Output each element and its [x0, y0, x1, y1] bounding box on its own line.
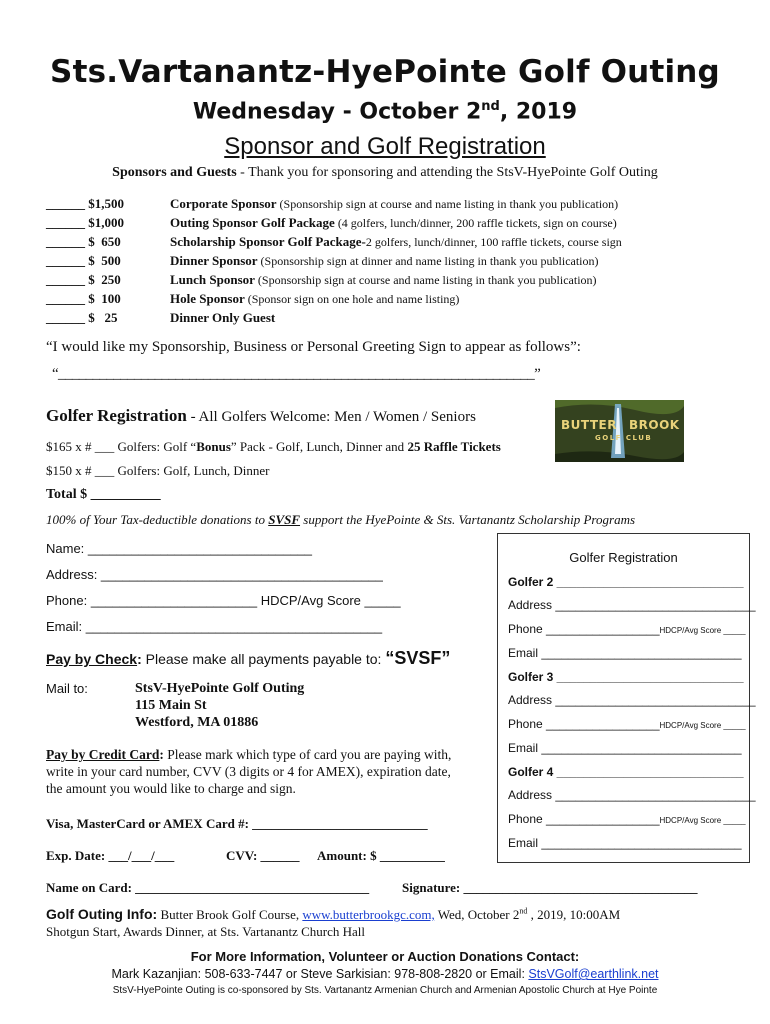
- golfer-address-field-text: Address ______________________________: [508, 693, 756, 707]
- exp-date-field[interactable]: Exp. Date: ___/___/___: [46, 848, 175, 863]
- tax-b: support the HyePointe & Sts. Vartanantz Scholarship Programs: [300, 512, 636, 527]
- mail-addr-line2: 115 Main St: [135, 698, 207, 713]
- check-colon: :: [137, 651, 142, 667]
- logo-text-3: GOLF CLUB: [595, 434, 653, 442]
- sponsor-level-name: Dinner Only Guest: [170, 310, 276, 325]
- footer-heading: For More Information, Volunteer or Auction Donations Contact:: [190, 949, 580, 964]
- golfer-registration-heading: [46, 406, 476, 426]
- tax-svsf: SVSF: [268, 512, 301, 527]
- payee-svsf: SVSF: [394, 648, 442, 668]
- sponsor-level-amount[interactable]: ______ $1,000: [46, 215, 124, 230]
- sponsor-level-description: [170, 310, 275, 326]
- date-suffix: , 2019: [499, 99, 578, 125]
- sponsor-level-detail: 2 golfers, lunch/dinner, 100 raffle tickets, course sign: [365, 235, 622, 249]
- sponsor-level-detail: (Sponsorship sign at course and name listing in thank you publication): [276, 197, 619, 211]
- name-on-card-field[interactable]: Name on Card: ____________________________________: [46, 880, 370, 895]
- sponsor-level-detail: (Sponsor sign on one hole and name listing): [244, 292, 460, 306]
- golfer-name-field-text: Golfer 2 ____________________________: [508, 575, 744, 589]
- course-website-link[interactable]: www.butterbrookgc.com,: [302, 907, 435, 922]
- golfer-email-field-text: Email ______________________________: [508, 836, 742, 850]
- golfer-address-field-text: Address ______________________________: [508, 788, 756, 802]
- golfer-hdcp-field[interactable]: HDCP/Avg Score _____: [659, 626, 746, 635]
- sponsor-level-name: Outing Sponsor Golf Package: [170, 215, 335, 230]
- cvv-field[interactable]: CVV: ______: [226, 848, 300, 863]
- opt165-a: $165 x # ___ Golfers: Golf “: [46, 439, 197, 454]
- golfer-phone-field-text: Phone _________________: [508, 812, 660, 826]
- golfer-name-field[interactable]: [508, 765, 744, 779]
- sponsors-intro-text: - Thank you for sponsoring and attending the StsV-HyePointe Golf Outing: [236, 165, 658, 180]
- opt165-bonus: Bonus: [196, 439, 231, 454]
- mail-to-label: Mail to:: [46, 681, 88, 696]
- date-prefix: Wednesday - October 2: [192, 99, 482, 125]
- golfer-phone-field-text: Phone _________________: [508, 717, 660, 731]
- golfer-name-field-text: Golfer 4 ____________________________: [508, 765, 744, 779]
- golfer-reg-text: - All Golfers Welcome: Men / Women / Seniors: [186, 409, 476, 425]
- sponsor-level-detail: (Sponsorship sign at course and name listing in thank you publication): [254, 273, 597, 287]
- amount-field[interactable]: Amount: $ __________: [317, 848, 445, 863]
- golfer-reg-bold: Golfer Registration: [46, 406, 187, 425]
- contact-email-link[interactable]: StsVGolf@earthlink.net: [528, 967, 659, 981]
- check-text: Please make all payments payable to:: [141, 651, 386, 667]
- opt165-b: ” Pack - Golf, Lunch, Dinner and: [230, 439, 408, 454]
- name-field[interactable]: Name: _______________________________: [46, 541, 313, 556]
- golfer-email-field-text: Email ______________________________: [508, 646, 742, 660]
- sponsor-level-amount[interactable]: ______ $ 250: [46, 272, 121, 287]
- page-title: Sts.Vartanantz-HyePointe Golf Outing: [50, 54, 720, 90]
- golfer-option-150[interactable]: $150 x # ___ Golfers: Golf, Lunch, Dinner: [46, 463, 270, 478]
- golfer-phone-field[interactable]: [508, 812, 746, 826]
- page-subtitle: Sponsor and Golf Registration: [224, 133, 546, 160]
- sign-line-field[interactable]: “_____________________________________________________________________”: [52, 366, 541, 382]
- sponsor-level-name: Hole Sponsor: [170, 291, 245, 306]
- credit-line1: Please mark which type of card you are paying with,: [163, 747, 452, 762]
- sign-request: “I would like my Sponsorship, Business or Personal Greeting Sign to appear as follows”:: [46, 339, 581, 355]
- sponsor-level-detail: (4 golfers, lunch/dinner, 200 raffle tickets, sign on course): [334, 216, 617, 230]
- logo-text-1: BUTTER: [561, 418, 617, 432]
- golfer-address-field[interactable]: [508, 598, 756, 612]
- mail-addr-line3: Westford, MA 01886: [135, 715, 259, 730]
- footer-cosponsor: StsV-HyePointe Outing is co-sponsored by Sts. Vartanantz Armenian Church and Armenian Apostolic Church at Hye Pointe: [112, 985, 658, 996]
- sponsors-intro-bold: Sponsors and Guests: [112, 165, 237, 180]
- sponsor-level-amount[interactable]: ______ $ 100: [46, 291, 121, 306]
- info-line2: Shotgun Start, Awards Dinner, at Sts. Vartanantz Church Hall: [46, 924, 366, 939]
- sponsor-level-amount[interactable]: ______ $ 25: [46, 310, 118, 325]
- sponsor-level-description: [170, 215, 617, 231]
- info-text-b: Wed, October 2: [434, 907, 520, 922]
- golfer-name-field[interactable]: [508, 575, 744, 589]
- golfer-hdcp-field[interactable]: HDCP/Avg Score _____: [659, 721, 746, 730]
- opt165-raffle: 25 Raffle Tickets: [407, 439, 501, 454]
- signature-field[interactable]: Signature: ____________________________________: [402, 880, 698, 895]
- golfer-email-field[interactable]: [508, 836, 742, 850]
- golfer-name-field-text: Golfer 3 ____________________________: [508, 670, 744, 684]
- sponsor-level-description: [170, 272, 597, 288]
- pay-by-credit-card: [46, 746, 451, 797]
- golfer-phone-field-text: Phone _________________: [508, 622, 660, 636]
- sponsor-level-amount[interactable]: ______ $ 500: [46, 253, 121, 268]
- golfer-email-field-text: Email ______________________________: [508, 741, 742, 755]
- sponsor-level-description: [170, 253, 599, 269]
- footer-contact: [0, 967, 770, 981]
- payee: [385, 648, 450, 668]
- credit-line3: the amount you would like to charge and sign.: [46, 781, 296, 796]
- sponsor-level-description: [170, 234, 622, 250]
- credit-line2: write in your card number, CVV (3 digits or 4 for AMEX), expiration date,: [46, 764, 451, 779]
- golfer-address-field-text: Address ______________________________: [508, 598, 756, 612]
- info-label: Golf Outing Info:: [46, 906, 158, 922]
- logo-text-2: BROOK: [629, 418, 680, 432]
- golfer-email-field[interactable]: [508, 646, 742, 660]
- event-date: [0, 99, 770, 124]
- sponsor-level-name: Corporate Sponsor: [170, 196, 277, 211]
- sponsor-level-name: Scholarship Sponsor Golf Package-: [170, 234, 366, 249]
- payee-open-quote: “: [385, 648, 395, 668]
- sponsors-intro: [0, 165, 770, 181]
- address-field[interactable]: Address: _______________________________________: [46, 567, 383, 582]
- sponsor-level-description: [170, 291, 459, 307]
- mailing-address: [135, 680, 304, 731]
- footer-contact-text: Mark Kazanjian: 508-633-7447 or Steve Sarkisian: 978-808-2820 or Email:: [111, 967, 529, 981]
- info-sup: nd: [519, 906, 528, 916]
- sponsor-level-name: Dinner Sponsor: [170, 253, 258, 268]
- total-field[interactable]: Total $ __________: [46, 487, 161, 502]
- pay-by-check: [46, 648, 450, 669]
- info-text-c: , 2019, 10:00AM: [527, 907, 621, 922]
- tax-a: 100% of Your Tax-deductible donations to: [46, 512, 269, 527]
- golfer-phone-field[interactable]: [508, 622, 746, 636]
- mail-addr-line1: StsV-HyePointe Golf Outing: [135, 681, 305, 696]
- golf-outing-info: [46, 906, 620, 923]
- check-label: Pay by Check: [46, 651, 138, 667]
- phone-field[interactable]: Phone: _______________________ HDCP/Avg Score _____: [46, 593, 401, 608]
- golfer-address-field[interactable]: [508, 693, 756, 707]
- sponsor-level-amount[interactable]: ______ $1,500: [46, 196, 124, 211]
- golfer-hdcp-field[interactable]: HDCP/Avg Score _____: [659, 816, 746, 825]
- golfer-name-field[interactable]: [508, 670, 744, 684]
- golfer-phone-field[interactable]: [508, 717, 746, 731]
- credit-label: Pay by Credit Card: [46, 747, 160, 762]
- payee-close-quote: ”: [441, 648, 451, 668]
- golfer-option-165[interactable]: [46, 439, 501, 455]
- sponsor-level-detail: (Sponsorship sign at dinner and name listing in thank you publication): [257, 254, 599, 268]
- email-field[interactable]: Email: _________________________________________: [46, 619, 383, 634]
- sponsor-level-description: [170, 196, 618, 212]
- butter-brook-logo: [555, 400, 684, 462]
- sponsor-level-name: Lunch Sponsor: [170, 272, 255, 287]
- golfer-email-field[interactable]: [508, 741, 742, 755]
- sponsor-level-amount[interactable]: ______ $ 650: [46, 234, 121, 249]
- tax-note: [46, 512, 635, 528]
- info-text-a: Butter Brook Golf Course,: [157, 907, 303, 922]
- card-number-field[interactable]: Visa, MasterCard or AMEX Card #: ___________________________: [46, 816, 428, 831]
- golfer-address-field[interactable]: [508, 788, 756, 802]
- credit-colon: :: [159, 747, 164, 762]
- golfer-box-title: Golfer Registration: [569, 550, 678, 565]
- date-sup: nd: [481, 99, 500, 114]
